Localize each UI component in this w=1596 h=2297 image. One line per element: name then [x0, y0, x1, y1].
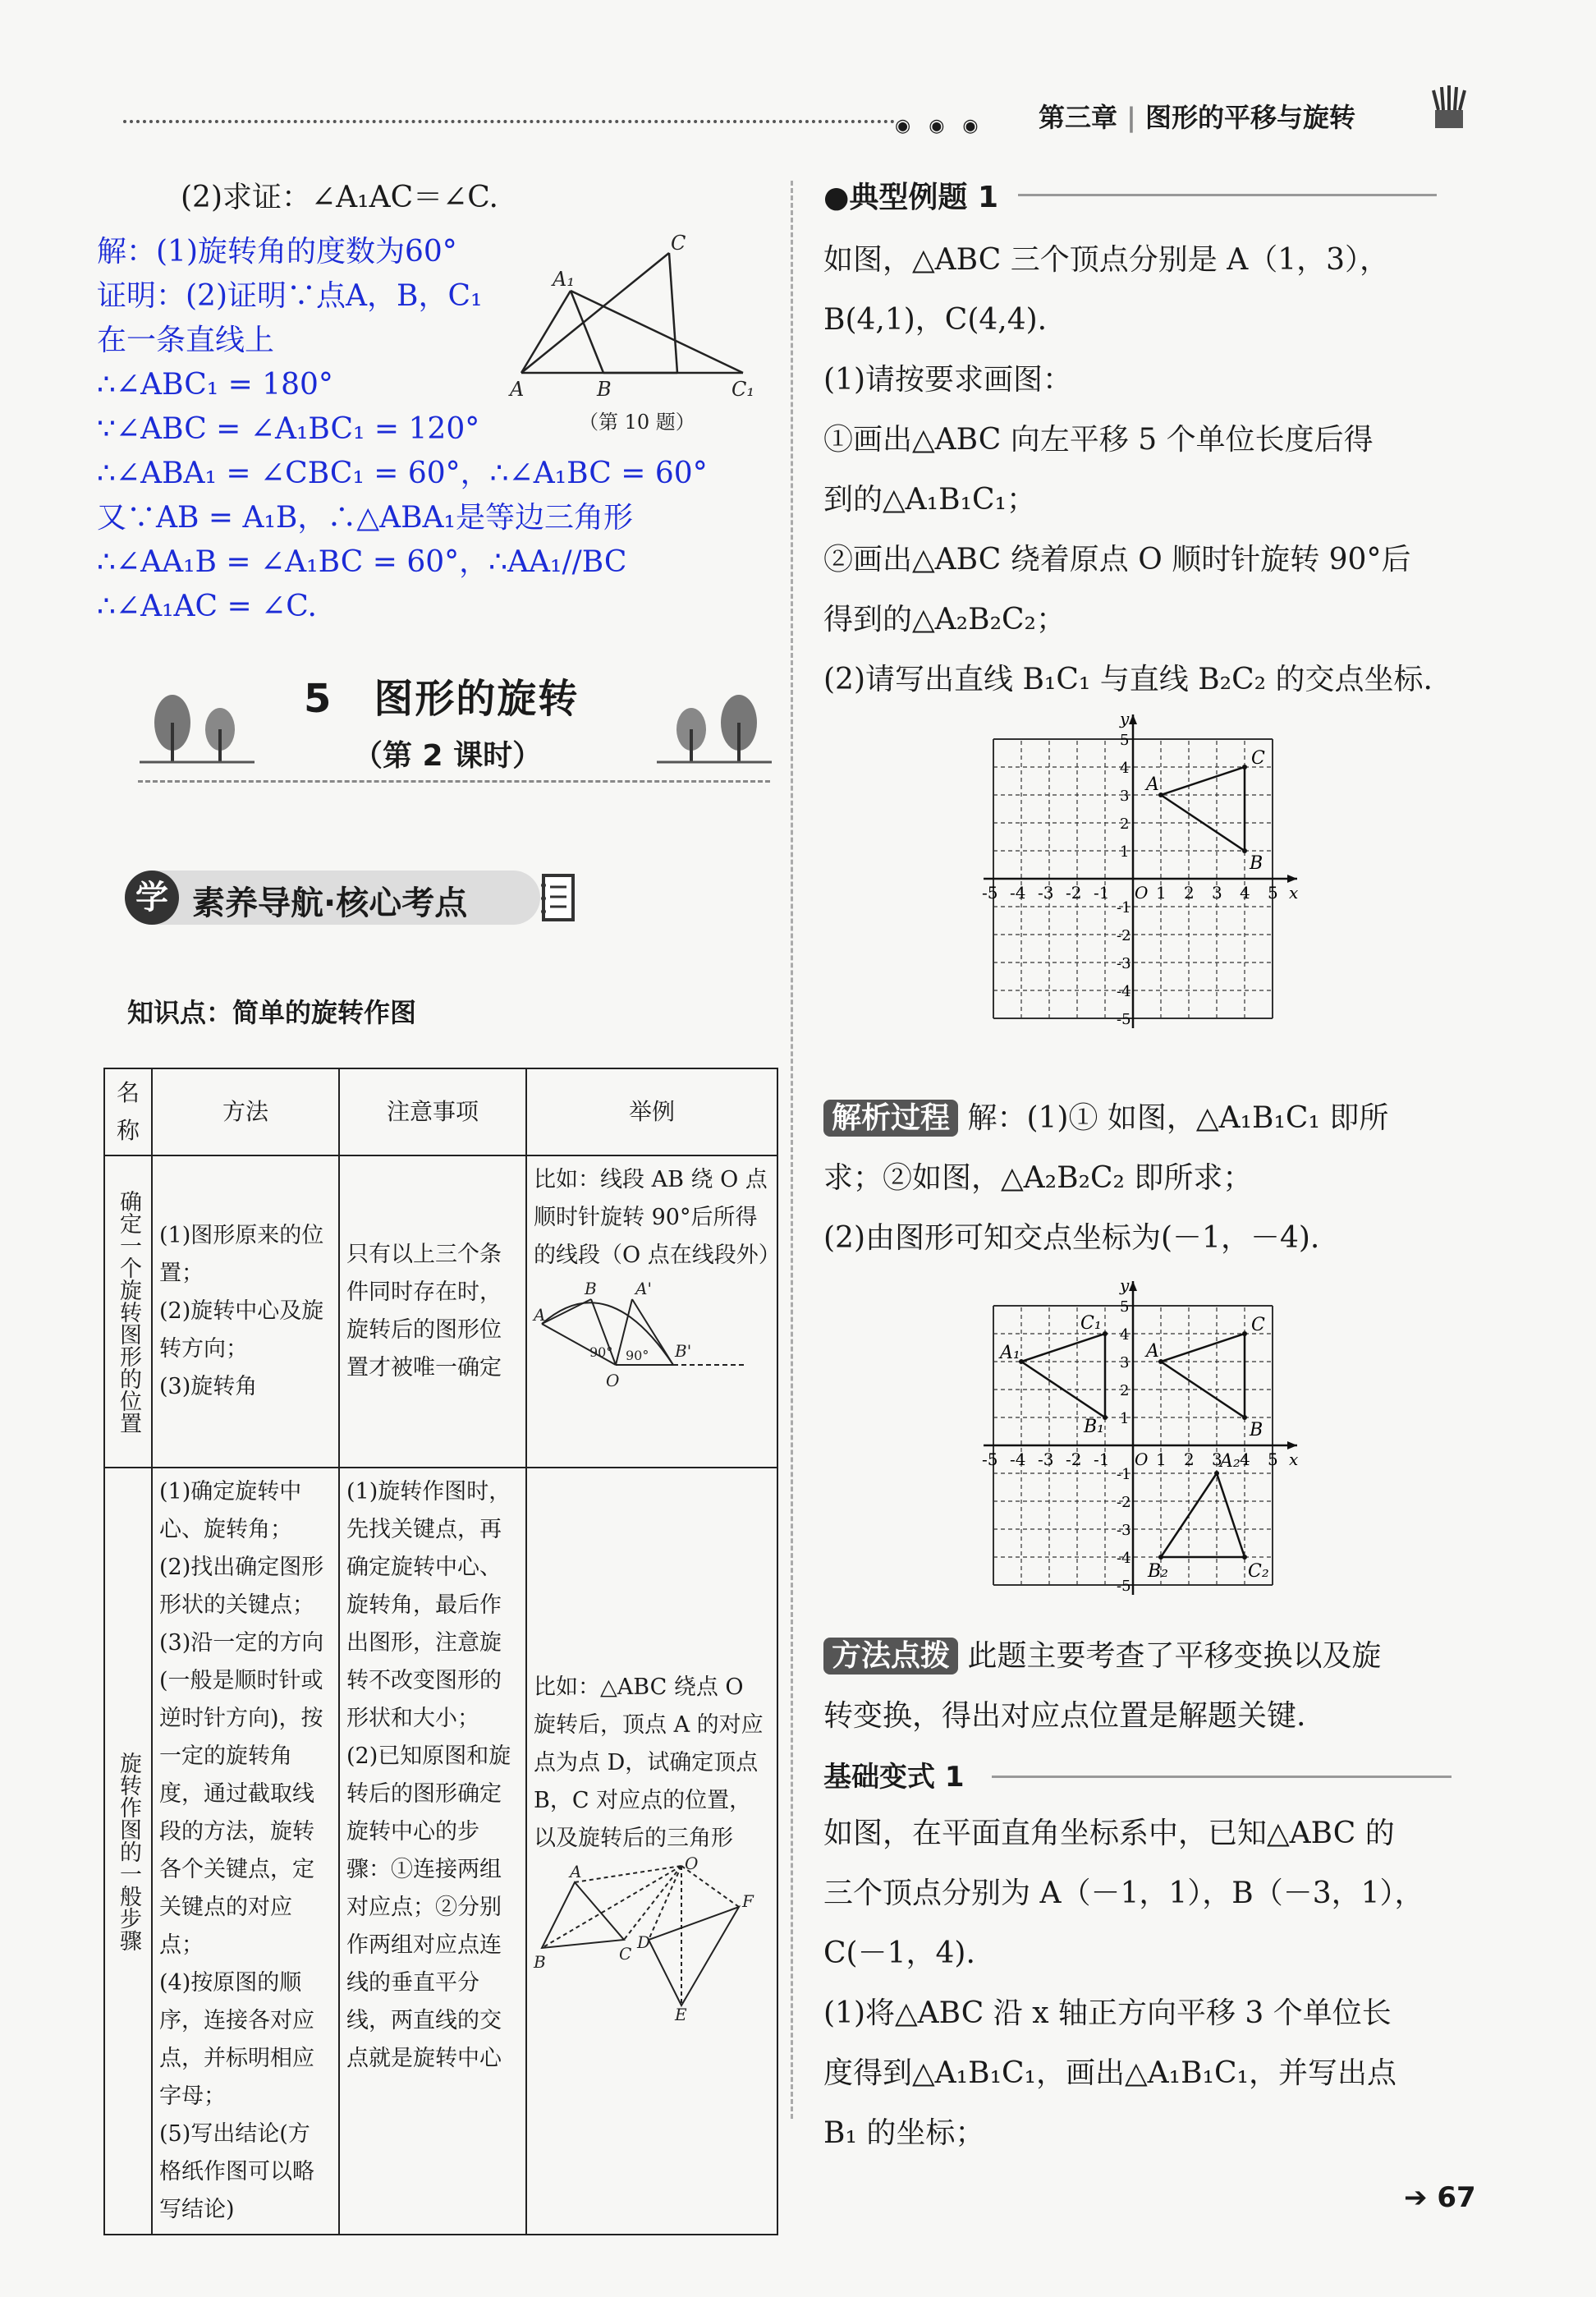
x-tick-label: -4 — [1010, 1449, 1026, 1469]
method-block — [823, 1626, 1381, 1746]
vertex-label: B₁ — [1084, 1417, 1104, 1437]
arc-label: A — [534, 1305, 546, 1325]
analysis-line: 解：(1)① 如图，△A₁B₁C₁ 即所 — [967, 1101, 1389, 1135]
example-1-body — [823, 230, 1433, 710]
vertex-point — [1158, 792, 1163, 797]
row-name-text: 旋转作图的一般步骤 — [116, 1751, 141, 1951]
tree-icon — [140, 690, 255, 764]
example-line: ②画出△ABC 绕着原点 O 顺时针旋转 90°后 — [823, 543, 1411, 577]
method-line: 此题主要考查了平移变换以及旋 — [967, 1639, 1382, 1673]
vertex-label: B₂ — [1148, 1561, 1168, 1582]
y-tick-label: -4 — [1117, 1550, 1131, 1567]
row-note: 只有以上三个条件同时存在时，旋转后的图形位置才被唯一确定 — [339, 1155, 526, 1468]
y-axis-arrow — [1129, 1281, 1137, 1291]
triangle-mark — [1161, 767, 1245, 851]
method-tag: 方法点拨 — [823, 1638, 958, 1675]
method-item: (3)旋转角 — [159, 1374, 258, 1399]
banner-badge: 学 — [125, 871, 179, 925]
origin-label: O — [1135, 883, 1149, 903]
y-tick-label: 2 — [1120, 815, 1130, 833]
chapter-label: 第三章 — [1039, 102, 1118, 133]
page-number-block: ➔ 67 — [1404, 2181, 1476, 2214]
x-tick-label: -2 — [1066, 883, 1082, 903]
y-tick-label: -5 — [1117, 1578, 1131, 1595]
tree-icon — [657, 690, 772, 764]
arc-label: 90° — [626, 1348, 649, 1363]
y-tick-label: 1 — [1120, 843, 1130, 861]
fig10-label: C — [671, 232, 686, 255]
row-name-text: 确定一个旋转图形的位置 — [116, 1189, 141, 1434]
header-rule — [123, 120, 895, 123]
x-tick-label: 2 — [1184, 1449, 1195, 1469]
example-line: B(4,1)，C(4,4). — [823, 303, 1048, 337]
coordinate-grid-1 — [969, 709, 1299, 1043]
y-axis-label: y — [1120, 709, 1130, 728]
solution-line: ∴∠ABC₁ = 180° — [97, 368, 333, 402]
section-subtitle: （第 2 课时） — [353, 739, 543, 773]
fig10-label: A — [510, 378, 525, 401]
solution-line: 在一条直线上 — [97, 324, 275, 357]
vertex-point — [1103, 1331, 1108, 1336]
table-header: 方法 — [152, 1068, 339, 1155]
y-axis-label: y — [1120, 1275, 1130, 1295]
variant-line: (1)将△ABC 沿 x 轴正方向平移 3 个单位长 — [823, 1996, 1392, 2030]
arc-label: B' — [675, 1341, 692, 1361]
y-tick-label: 4 — [1120, 760, 1130, 777]
triangle-mark — [1161, 1334, 1245, 1417]
arc-label: O — [606, 1371, 620, 1390]
solution-line: 解：(1)旋转角的度数为60° — [97, 235, 457, 269]
x-tick-label: -5 — [982, 883, 998, 903]
solution-line: ∴∠ABA₁ = ∠CBC₁ = 60°，∴∠A₁BC = 60° — [97, 457, 708, 490]
y-tick-label: 5 — [1120, 732, 1130, 749]
x-tick-label: 2 — [1184, 883, 1195, 903]
x-tick-label: 3 — [1212, 883, 1222, 903]
method-item: (1)确定旋转中心、旋转角； — [159, 1479, 302, 1542]
vertex-label: A₁ — [1000, 1343, 1020, 1363]
y-tick-label: -1 — [1117, 1466, 1131, 1483]
plant-icon — [1427, 85, 1471, 130]
y-tick-label: 4 — [1120, 1326, 1130, 1344]
row-example — [526, 1155, 781, 1468]
y-tick-label: 3 — [1120, 1354, 1130, 1371]
solution-line: ∴∠A₁AC = ∠C. — [97, 590, 317, 623]
vertex-point — [1158, 1359, 1163, 1364]
table-row — [104, 1468, 777, 2235]
x-axis-label: x — [1289, 883, 1299, 903]
x-tick-label: -1 — [1094, 883, 1110, 903]
x-tick-label: 1 — [1156, 1449, 1167, 1469]
x-tick-label: -5 — [982, 1449, 998, 1469]
triangle-mark — [1021, 1334, 1105, 1417]
x-tick-label: 4 — [1240, 1449, 1250, 1469]
fig10-label: A₁ — [553, 268, 575, 291]
vertex-label: A — [1146, 774, 1159, 795]
y-tick-label: 3 — [1120, 788, 1130, 805]
vertex-point — [1214, 1471, 1219, 1476]
x-tick-label: -1 — [1094, 1449, 1110, 1469]
banner-text: 素养导航·核心考点 — [192, 884, 468, 922]
x-axis-arrow — [1287, 875, 1297, 883]
solution-line: ∴∠AA₁B = ∠A₁BC = 60°，∴AA₁//BC — [97, 545, 627, 579]
knowledge-table — [103, 1068, 781, 2235]
variant-title: 基础变式 1 — [823, 1761, 965, 1794]
variant-line: 如图，在平面直角坐标系中，已知△ABC 的 — [823, 1817, 1395, 1850]
vertex-label: C — [1251, 1315, 1265, 1335]
example-line: ①画出△ABC 向左平移 5 个单位长度后得 — [823, 423, 1374, 457]
vertex-label: B — [1250, 853, 1264, 874]
variant-body — [823, 1803, 1424, 2163]
arc-label: A' — [635, 1279, 652, 1298]
method-item: (3)沿一定的方向(一般是顺时针或逆时针方向)，按一定的旋转角度，通过截取线段的方法，旋转各个关键点，定关键点的对应点； — [159, 1630, 324, 1958]
vertex-label: C₂ — [1248, 1561, 1269, 1582]
y-tick-label: -3 — [1117, 1522, 1131, 1539]
fig10-label: C₁ — [732, 378, 754, 401]
method-item: (5)写出结论(方格纸作图可以略写结论) — [159, 2121, 314, 2222]
y-tick-label: -1 — [1117, 899, 1131, 917]
variant-line: 三个顶点分别为 A（－1，1），B（－3，1）， — [823, 1877, 1424, 1910]
note-item: (1)旋转作图时，先找关键点，再确定旋转中心、旋转角，最后作出图形，注意旋转不改变图形的形状和大小； — [346, 1479, 511, 1731]
x-tick-label: -2 — [1066, 1449, 1082, 1469]
row-name — [104, 1468, 152, 2235]
section-title: 5 图形的旋转 — [304, 676, 580, 722]
x-tick-label: -4 — [1010, 883, 1026, 903]
y-tick-label: 5 — [1120, 1298, 1130, 1316]
tri-label: B — [534, 1951, 546, 1972]
x-tick-label: 5 — [1268, 1449, 1278, 1469]
vertex-label: B — [1250, 1420, 1264, 1440]
row-method — [152, 1155, 339, 1468]
vertex-point — [1242, 1555, 1247, 1560]
x-tick-label: 1 — [1156, 883, 1167, 903]
example-line: (2)请写出直线 B₁C₁ 与直线 B₂C₂ 的交点坐标. — [823, 663, 1433, 696]
section-divider — [138, 780, 770, 783]
coordinate-grid-2 — [969, 1275, 1299, 1610]
fig10-label: B — [597, 378, 612, 401]
page-number: 67 — [1437, 2181, 1476, 2214]
x-axis-arrow — [1287, 1441, 1297, 1449]
title-rule — [992, 1776, 1452, 1778]
row-method — [152, 1468, 339, 2235]
example-1-title: ●典型例题 1 — [823, 181, 998, 214]
x-tick-label: 3 — [1212, 1449, 1222, 1469]
method-item: (1)图形原来的位置； — [159, 1223, 324, 1286]
vertex-label: C₁ — [1080, 1313, 1102, 1334]
arc-label: 90° — [589, 1344, 613, 1360]
vertex-point — [1242, 765, 1247, 769]
vertex-label: A₂ — [1220, 1451, 1241, 1472]
note-item: (2)已知原图和旋转后的图形确定旋转中心的步骤：①连接两组对应点；②分别作两组对应点连线的垂直平分线，两直线的交点就是旋转中心 — [346, 1743, 511, 2071]
header-dots-icon: ◉ ◉ ◉ — [895, 116, 979, 136]
tri-label: A — [570, 1861, 582, 1881]
row-example — [526, 1468, 777, 2235]
vertex-label: C — [1251, 748, 1265, 769]
analysis-block — [823, 1088, 1388, 1268]
origin-label: O — [1135, 1449, 1149, 1469]
solution-line: 又∵AB = A₁B，∴△ABA₁是等边三角形 — [97, 501, 633, 535]
column-divider — [791, 181, 793, 2119]
arc-label: B — [585, 1279, 597, 1298]
example-line: 到的△A₁B₁C₁； — [823, 483, 1036, 517]
y-axis-arrow — [1129, 714, 1137, 724]
solution-line: ∵∠ABC = ∠A₁BC₁ = 120° — [97, 412, 480, 446]
y-tick-label: 2 — [1120, 1382, 1130, 1399]
table-header: 举例 — [526, 1068, 777, 1155]
x-tick-label: 5 — [1268, 883, 1278, 903]
solution-line: 证明：(2)证明∵点A，B，C₁ — [97, 279, 483, 313]
example-text: 比如：线段 AB 绕 O 点顺时针旋转 90°后所得的线段（O 点在线段外） — [534, 1167, 781, 1268]
example-line: 得到的△A₂B₂C₂； — [823, 603, 1066, 636]
question-2: (2)求证：∠A₁AC＝∠C. — [181, 181, 499, 214]
y-tick-label: 1 — [1120, 1410, 1130, 1427]
variant-line: 度得到△A₁B₁C₁，画出△A₁B₁C₁，并写出点 — [823, 2056, 1396, 2090]
chapter-header: 第三章 | 图形的平移与旋转 — [1039, 102, 1355, 133]
table-header-row — [104, 1068, 777, 1155]
example-text: 比如：△ABC 绕点 O 旋转后，顶点 A 的对应点为点 D，试确定顶点 B，C 对应点的位置，以及旋转后的三角形 — [534, 1674, 764, 1851]
y-tick-label: -5 — [1117, 1011, 1131, 1028]
method-item: (4)按原图的顺序，连接各对应点，并标明相应字母； — [159, 1970, 314, 2109]
x-tick-label: -3 — [1038, 883, 1054, 903]
example-line: (1)请按要求画图： — [823, 363, 1072, 397]
x-tick-label: 4 — [1240, 883, 1250, 903]
row-name — [104, 1155, 152, 1468]
x-axis-label: x — [1289, 1449, 1299, 1469]
y-tick-label: -3 — [1117, 955, 1131, 972]
analysis-tag: 解析过程 — [823, 1100, 958, 1137]
knowledge-point: 知识点：简单的旋转作图 — [127, 997, 417, 1028]
table-row — [104, 1155, 777, 1468]
vertex-point — [1158, 1555, 1163, 1560]
title-rule — [1018, 194, 1437, 196]
variant-line: B₁ 的坐标； — [823, 2116, 985, 2150]
method-line: 转变换，得出对应点位置是解题关键. — [823, 1699, 1306, 1733]
rotation-triangle-figure — [534, 1853, 755, 2024]
table-header: 名称 — [104, 1068, 152, 1155]
tri-label: D — [637, 1932, 651, 1952]
vertex-point — [1242, 1331, 1247, 1336]
method-item: (2)旋转中心及旋转方向； — [159, 1298, 324, 1362]
chapter-title: 图形的平移与旋转 — [1144, 102, 1355, 133]
rotation-arc-figure — [534, 1275, 755, 1398]
y-tick-label: -4 — [1117, 983, 1131, 1000]
triangle-mark — [1161, 1473, 1245, 1557]
example-line: 如图，△ABC 三个顶点分别是 A（1，3）， — [823, 243, 1390, 277]
analysis-line: (2)由图形可知交点坐标为(－1，－4). — [823, 1221, 1320, 1255]
analysis-line: 求；②如图，△A₂B₂C₂ 即所求； — [823, 1161, 1253, 1195]
method-item: (2)找出确定图形形状的关键点； — [159, 1555, 324, 1618]
y-tick-label: -2 — [1117, 927, 1131, 944]
notebook-icon — [539, 874, 576, 923]
vertex-point — [1242, 1415, 1247, 1420]
fig10-caption: （第 10 题） — [579, 411, 695, 434]
vertex-label: A — [1146, 1341, 1159, 1362]
tri-label: E — [675, 2004, 687, 2024]
x-tick-label: -3 — [1038, 1449, 1054, 1469]
figure-10 — [505, 232, 768, 445]
tri-label: C — [619, 1943, 632, 1964]
y-tick-label: -2 — [1117, 1494, 1131, 1511]
vertex-point — [1242, 848, 1247, 853]
tri-label: O — [685, 1853, 699, 1873]
row-note — [339, 1468, 526, 2235]
table-header: 注意事项 — [339, 1068, 526, 1155]
tri-label: F — [742, 1890, 754, 1911]
variant-line: C(－1，4). — [823, 1936, 975, 1970]
